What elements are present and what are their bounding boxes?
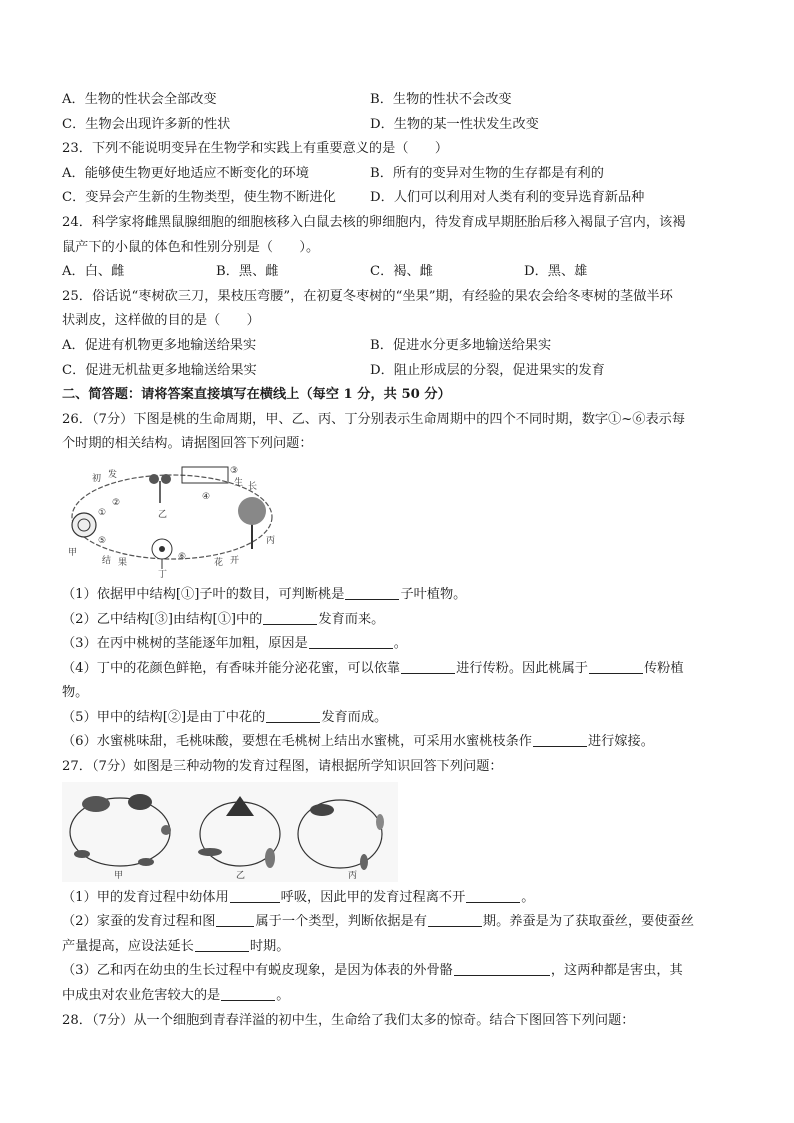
q26-blank-4[interactable] [401,659,455,674]
q24-option-d[interactable]: D．黑、雄 [524,264,588,280]
q25-stem-line2: 状剥皮，这样做的目的是（ ） [62,313,260,329]
fig26-label-guo: 果 [118,557,128,568]
q26-blank-1[interactable] [345,585,399,600]
q22-option-c[interactable]: C．生物会出现许多新的性状 [62,116,231,132]
fig26-label-fa: 发 [108,469,118,480]
q26-sub6: （6）水蜜桃味甜，毛桃味酸，要想在毛桃树上结出水蜜桃，可采用水蜜桃枝条作 进行嫁接。 [62,734,654,750]
peach-lifecycle-figure [62,459,742,579]
q24-option-b[interactable]: B．黑、雌 [216,264,279,280]
fig27-label-bing: 丙 [348,870,358,881]
q25-options-row2 [62,359,742,384]
fig26-num-1: ① [98,507,107,518]
fig26-num-5: ⑤ [98,535,107,546]
q22-options-row2 [62,113,742,138]
q23-option-c[interactable]: C．变异会产生新的生物类型，使生物不断进化 [62,190,336,206]
q27-blank-2[interactable] [466,888,520,903]
q26-stem-line1: 26．（7分）下图是桃的生命周期，甲、乙、丙、丁分别表示生命周期中的四个不同时期，数字①~⑥表示每 [62,411,686,427]
q26-blank-5[interactable] [589,659,643,674]
q23-option-b[interactable]: B．所有的变异对生物的生存都是有利的 [370,165,604,181]
fig26-num-4: ④ [202,491,211,502]
peach-lifecycle-diagram [62,459,282,579]
q27-blank-7[interactable] [221,986,275,1001]
q27-blank-1[interactable] [230,888,280,903]
q24-options [62,260,742,285]
fig26-label-yi: 乙 [158,509,168,520]
q22-options-row1 [62,88,742,113]
q22-option-b[interactable]: B．生物的性状不会改变 [370,92,512,107]
q27-sub2: （2）家蚕的发育过程和图 属于一个类型，判断依据是有 期。养蚕是为了获取蚕丝，要使蚕丝 [62,914,694,930]
q23-options-row2 [62,186,742,211]
q26-blank-7[interactable] [533,732,587,747]
q25-options-row1 [62,334,742,359]
section-2-title: 二、简答题：请将答案直接填写在横线上（每空 1 分，共 50 分） [62,387,451,403]
q26-blank-2[interactable] [263,610,317,625]
q24-stem-line2: 鼠产下的小鼠的体色和性别分别是（ ）。 [62,239,320,255]
q27-sub3-cont: 中成虫对农业危害较大的是 。 [62,988,290,1004]
q23-option-a[interactable]: A．能够使生物更好地适应不断变化的环境 [62,165,309,181]
q27-stem: 27．（7分）如图是三种动物的发育过程图，请根据所学知识回答下列问题： [62,759,503,775]
q26-blank-6[interactable] [266,708,320,723]
q22-option-d[interactable]: D．生物的某一性状发生改变 [370,116,539,132]
q22-option-a[interactable]: A．生物的性状会全部改变 [62,92,217,107]
fig27-label-jia: 甲 [114,870,124,881]
fig26-num-2: ② [112,497,121,508]
fig27-label-yi: 乙 [236,870,246,881]
tree-illustration [238,497,266,549]
exam-page [62,88,742,1033]
q27-blank-5[interactable] [195,937,249,952]
q26-sub3: （3）在丙中桃树的茎能逐年加粗，原因是 。 [62,636,407,652]
animal-development-diagram [62,782,398,882]
q24-stem-line1: 24．科学家将雌黑鼠腺细胞的细胞核移入白鼠去核的卵细胞内，待发育成早期胚胎后移入褐鼠子宫内，该褐 [62,214,686,230]
animal-development-figure [62,782,742,882]
fig26-label-jia: 甲 [68,547,78,558]
fig26-label-bing: 丙 [266,535,276,546]
q23-options-row1 [62,162,742,187]
q26-stem-line2: 个时期的相关结构。请据图回答下列问题： [62,436,313,452]
fig26-label-jie: 结 [102,555,112,566]
q27-sub3: （3）乙和丙在幼虫的生长过程中有蜕皮现象，是因为体表的外骨骼 ，这两种都是害虫，其 [62,963,683,979]
flower-illustration [152,539,172,569]
q26-sub1: （1）依据甲中结构[①]子叶的数目，可判断桃是 子叶植物。 [62,586,467,602]
q26-sub2: （2）乙中结构[③]由结构[①]中的 发育而来。 [62,611,385,627]
q23-option-d[interactable]: D．人们可以利用对人类有利的变异选育新品种 [370,190,645,206]
q24-option-a[interactable]: A．白、雌 [62,264,125,280]
seedling-detail-box [182,467,228,483]
q26-blank-3[interactable] [309,634,393,649]
fig26-num-6: ⑥ [178,551,187,562]
q25-stem-line1: 25．俗话说“枣树砍三刀，果枝压弯腰”，在初夏冬枣树的“坐果”期，有经验的果农会给冬枣树的茎做半环 [62,288,673,304]
q27-sub1: （1）甲的发育过程中幼体用 呼吸，因此甲的发育过程离不开 。 [62,889,535,905]
fig26-label-chu: 初 [92,473,102,484]
q25-option-a[interactable]: A．促进有机物更多地输送给果实 [62,337,257,353]
q25-option-b[interactable]: B．促进水分更多地输送给果实 [370,337,552,353]
fig26-label-hua: 花 [214,557,224,568]
q27-blank-6[interactable] [454,961,550,976]
q28-stem: 28．（7分）从一个细胞到青春洋溢的初中生，生命给了我们太多的惊奇。结合下图回答下列问题： [62,1012,635,1028]
fig26-label-kai: 开 [230,555,240,566]
q27-blank-4[interactable] [428,912,482,927]
seed-illustration [72,513,96,537]
q25-option-c[interactable]: C．促进无机盐更多地输送给果实 [62,362,257,378]
q27-blank-3[interactable] [216,912,254,927]
q26-sub4: （4）丁中的花颜色鲜艳，有香味并能分泌花蜜，可以依靠 进行传粉。因此桃属于 传粉植 [62,660,684,676]
q26-sub5: （5）甲中的结构[②]是由丁中花的 发育而成。 [62,709,388,725]
q26-sub4-cont: 物。 [62,685,89,701]
fig26-num-3: ③ [230,465,239,476]
q25-option-d[interactable]: D．阻止形成层的分裂，促进果实的发育 [370,362,605,378]
q23-stem: 23．下列不能说明变异在生物学和实践上有重要意义的是（ ） [62,141,449,157]
fig26-label-zhang: 长 [248,481,258,492]
fig26-label-ding: 丁 [158,569,168,579]
q27-sub2-cont: 产量提高，应设法延长 时期。 [62,938,290,954]
q24-option-c[interactable]: C．褐、雌 [370,264,433,280]
fig26-label-sheng: 生 [234,477,244,488]
